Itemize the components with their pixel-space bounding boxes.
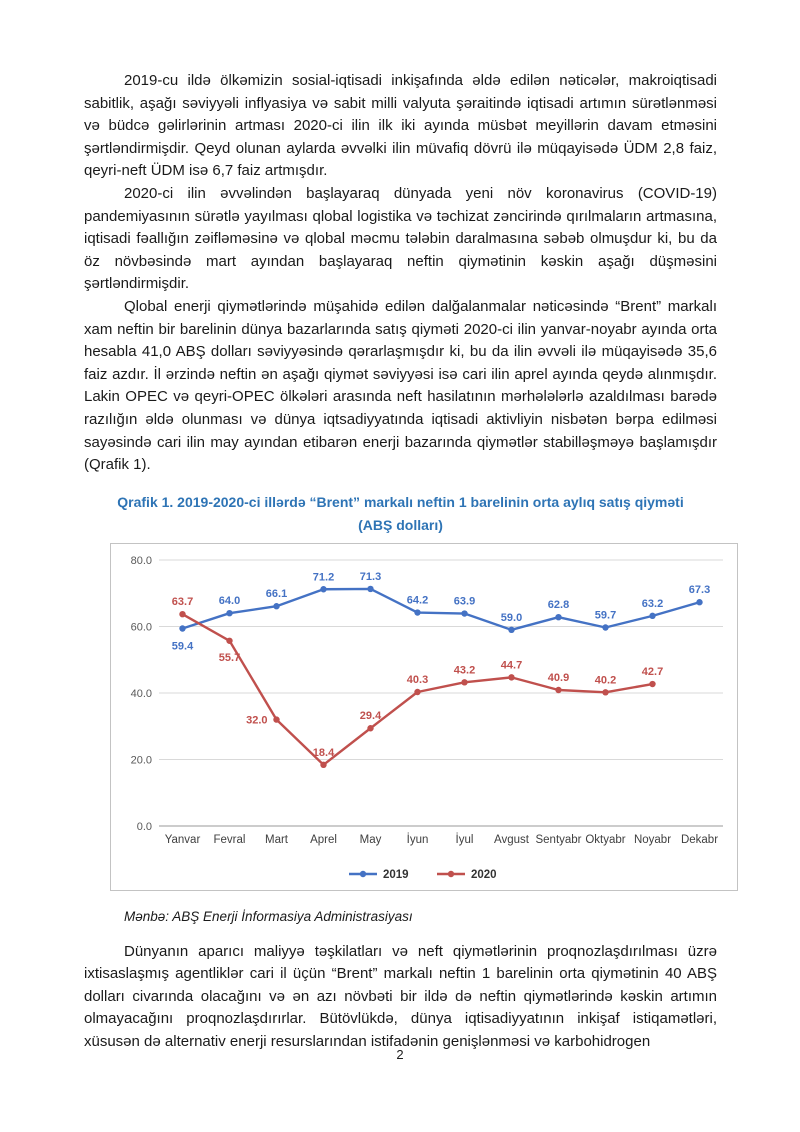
data-label: 71.2 bbox=[312, 570, 335, 583]
data-label: 66.1 bbox=[265, 587, 288, 600]
data-label: 62.8 bbox=[547, 598, 570, 611]
series-2020-point bbox=[320, 761, 326, 767]
data-label: 40.3 bbox=[406, 673, 429, 686]
paragraph-3: Qlobal enerji qiymətlərində müşahidə edilən dalğalanmalar nəticəsində “Brent” markalı xam neftin bir barelinin dünya bazarlarında satış qiyməti 2020-ci ilin yanvar-noyabr ayında orta hesabla 41,0 ABŞ dolları səviyyəsində qərarlaşmışdır ki, bu da ilin əvvəli ilə müqayisədə 35,6 faiz azdır. İl ərzində neftin ən aşağı qiymət səviyyəsi isə cari ilin aprel ayında qeydə alınmışdır. Lakin OPEC və qeyri-OPEC ölkələri arasında neft hasilatının mərhələlərlə azaldılması barədə razılığın əldə olunması və dünya iqtsadiyyatında iqtisadi aktivliyin nisbətən bərpa edilməsi sayəsində cari ilin may ayından etibarən enerji bazarında qiymətlər stabilləşməyə başlamışdır (Qrafik 1). bbox=[84, 297, 717, 474]
svg-text:80.0: 80.0 bbox=[130, 554, 152, 567]
data-label: 67.3 bbox=[688, 583, 711, 596]
x-axis bbox=[165, 833, 719, 846]
series-2020-point bbox=[273, 716, 279, 722]
svg-text:0.0: 0.0 bbox=[136, 820, 152, 833]
data-label: 63.7 bbox=[171, 595, 194, 608]
chart-title-line2: (ABŞ dolları) bbox=[358, 516, 443, 533]
svg-text:Yanvar: Yanvar bbox=[164, 833, 201, 846]
series-2019-point bbox=[414, 609, 420, 615]
series-2020-point bbox=[461, 679, 467, 685]
paragraph-2: 2020-ci ilin əvvəlindən başlayaraq dünyada yeni növ koronavirus (COVID-19) pandemiyasının sürətlə yayılması qlobal logistika və təchizat zəncirində qırılmaların artmasına, iqtisadi fəallığın zəifləməsinə və qlobal məcmu tələbin daralmasına səbəb olmuşdur ki, bu da öz növbəsində mart ayından başlayaraq neftin qiymətinin kəskin aşağı düşməsini şərtləndirmişdir. bbox=[84, 184, 717, 293]
series-2019-point bbox=[367, 585, 373, 591]
series-2020-point bbox=[226, 637, 232, 643]
chart-svg bbox=[111, 544, 737, 890]
chart-container bbox=[110, 543, 738, 891]
chart-title-line1: Qrafik 1. 2019-2020-ci illərdə “Brent” markalı neftin 1 barelinin orta aylıq satış qiyməti bbox=[117, 493, 684, 510]
svg-text:Sentyabr: Sentyabr bbox=[535, 833, 582, 846]
series-2019-point bbox=[461, 610, 467, 616]
data-label: 44.7 bbox=[500, 659, 523, 672]
data-label: 63.2 bbox=[641, 597, 664, 610]
data-label: 71.3 bbox=[359, 570, 382, 583]
svg-text:2020: 2020 bbox=[471, 868, 497, 881]
series-2019-point bbox=[226, 610, 232, 616]
chart-source-note: Mənbə: ABŞ Enerji İnformasiya Administrasiyası bbox=[124, 908, 413, 924]
data-label: 59.7 bbox=[594, 609, 617, 622]
data-label: 42.7 bbox=[641, 665, 664, 678]
series-2020-point bbox=[602, 689, 608, 695]
series-2020 bbox=[172, 596, 663, 768]
svg-text:Fevral: Fevral bbox=[213, 833, 246, 846]
series-2019 bbox=[172, 571, 710, 653]
series-2019-point bbox=[273, 603, 279, 609]
data-label: 18.4 bbox=[312, 746, 335, 759]
svg-text:Mart: Mart bbox=[265, 833, 288, 846]
data-label: 29.4 bbox=[359, 709, 382, 722]
data-label: 55.7 bbox=[218, 651, 241, 664]
svg-text:Oktyabr: Oktyabr bbox=[585, 833, 626, 846]
data-label: 40.2 bbox=[594, 674, 617, 687]
svg-text:40.0: 40.0 bbox=[130, 687, 152, 700]
svg-text:İyun: İyun bbox=[406, 833, 429, 846]
svg-text:Aprel: Aprel bbox=[310, 833, 337, 846]
series-2019-point bbox=[179, 625, 185, 631]
svg-text:2019: 2019 bbox=[383, 868, 409, 881]
series-2019-point bbox=[555, 614, 561, 620]
data-label: 63.9 bbox=[453, 595, 476, 608]
series-2020-point bbox=[179, 611, 185, 617]
svg-text:Noyabr: Noyabr bbox=[633, 833, 672, 846]
svg-text:İyul: İyul bbox=[455, 833, 474, 846]
data-label: 64.2 bbox=[406, 594, 429, 607]
series-2019-point bbox=[320, 586, 326, 592]
series-2019-line bbox=[183, 589, 700, 630]
data-label: 32.0 bbox=[246, 714, 268, 727]
svg-text:May: May bbox=[359, 833, 382, 846]
data-label: 40.9 bbox=[547, 671, 570, 684]
svg-text:60.0: 60.0 bbox=[130, 621, 152, 634]
data-label: 59.0 bbox=[500, 611, 523, 624]
data-label: 43.2 bbox=[453, 664, 476, 677]
svg-text:Dekabr: Dekabr bbox=[680, 833, 719, 846]
series-2020-point bbox=[508, 674, 514, 680]
chart-title bbox=[74, 491, 727, 537]
series-2020-point bbox=[367, 725, 373, 731]
line-chart bbox=[111, 544, 737, 890]
paragraph-1: 2019-cu ildə ölkəmizin sosial-iqtisadi inkişafında əldə edilən nəticələr, makroiqtisadi sabitlik, aşağı səviyyəli inflyasiya və sabit milli valyuta şəraitində iqtisadi artımın sürətlənməsi və büdcə gəlirlərinin artması 2020-ci ilin ilk iki ayında müsbət meyillərin davam etməsini şərtləndirmişdir. Qeyd olunan aylarda əvvəlki ilin müvafiq dövrü ilə müqayisədə ÜDM 2,8 faiz, qeyri-neft ÜDM isə 6,7 faiz artmışdır. bbox=[84, 72, 717, 180]
page-number: 2 bbox=[396, 1047, 404, 1062]
data-label: 59.4 bbox=[171, 640, 194, 653]
svg-text:Avgust: Avgust bbox=[494, 833, 529, 846]
chart-legend bbox=[349, 869, 497, 881]
series-2020-point bbox=[649, 681, 655, 687]
page-content bbox=[84, 70, 717, 1054]
series-2020-point bbox=[414, 688, 420, 694]
series-2019-point bbox=[649, 612, 655, 618]
series-2020-point bbox=[555, 686, 561, 692]
series-2019-point bbox=[696, 599, 702, 605]
series-2019-point bbox=[508, 626, 514, 632]
paragraph-4: Dünyanın aparıcı maliyyə təşkilatları və neft qiymətlərinin proqnozlaşdırılması üzrə ixtisaslaşmış agentliklər cari il üçün “Brent” markalı neftin 1 barelinin orta qiymətinin 40 ABŞ dolları civarında olacağını və ən azı növbəti bir ildə də neftin qiymətlərində kəskin artımın olmayacağını proqnozlaşdırırlar. Bütövlükdə, dünya iqtisadiyyatının inkişaf istiqamətləri, xüsusən də alternativ enerji resurslarından istifadənin genişlənməsi və karbohidrogen bbox=[84, 942, 717, 1051]
svg-text:20.0: 20.0 bbox=[130, 754, 152, 767]
series-2019-point bbox=[602, 624, 608, 630]
data-label: 64.0 bbox=[218, 594, 241, 607]
